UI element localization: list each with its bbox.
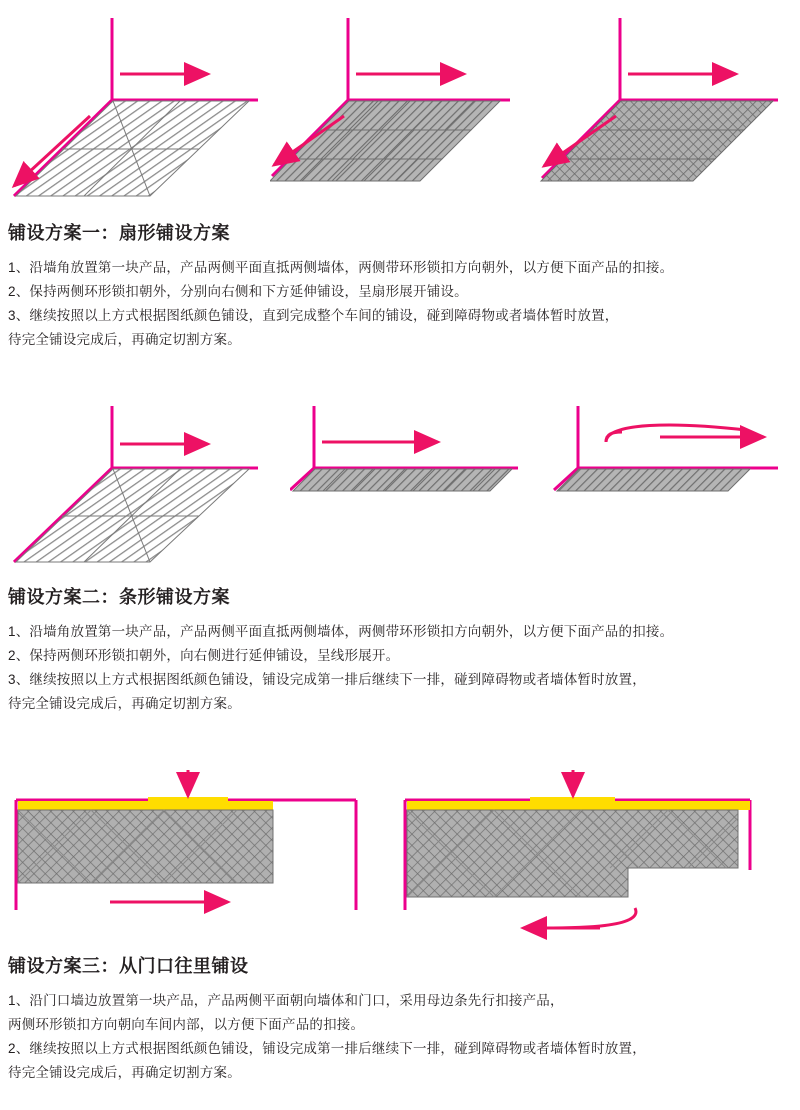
paragraph-2-2: 2、保持两侧环形锁扣朝外，向右侧进行延伸铺设，呈线形展开。	[8, 648, 400, 664]
figure-fan-step-2	[270, 0, 535, 200]
paragraph-1-1: 1、沿墙角放置第一块产品，产品两侧平面直抵两侧墙体，两侧带环形锁扣方向朝外，以方便下面产品的扣接。	[8, 260, 674, 276]
heading-plan-2: 铺设方案二：条形铺设方案	[8, 587, 230, 607]
paragraph-1-4: 待完全铺设完成后，再确定切割方案。	[8, 331, 241, 347]
figure-row-plan-3	[0, 760, 800, 940]
paragraph-3-2: 两侧环形锁扣方向朝向车间内部，以方便下面产品的扣接。	[8, 1017, 365, 1033]
figure-strip-step-1	[0, 390, 275, 565]
figure-door-step-1	[0, 760, 375, 940]
text-block-plan-3	[0, 955, 800, 1086]
paragraph-3-3: 2、继续按照以上方式根据图纸颜色铺设，铺设完成第一排后继续下一排，碰到障碍物或者墙体暂时放置，	[8, 1041, 646, 1057]
paragraph-1-2: 2、保持两侧环形锁扣朝外，分别向右侧和下方延伸铺设，呈扇形展开铺设。	[8, 284, 468, 300]
paragraph-2-3: 3、继续按照以上方式根据图纸颜色铺设，铺设完成第一排后继续下一排，碰到障碍物或者墙体暂时放置，	[8, 672, 646, 688]
section-plan-2	[0, 390, 800, 711]
figure-strip-step-3	[540, 390, 800, 565]
paragraph-2-1: 1、沿墙角放置第一块产品，产品两侧平面直抵两侧墙体，两侧带环形锁扣方向朝外，以方便下面产品的扣接。	[8, 624, 674, 640]
paragraph-2-4: 待完全铺设完成后，再确定切割方案。	[8, 695, 241, 711]
paragraph-1-3: 3、继续按照以上方式根据图纸颜色铺设，直到完成整个车间的铺设，碰到障碍物或者墙体暂时放置，	[8, 308, 619, 324]
section-plan-3	[0, 760, 800, 1080]
figure-row-plan-1	[0, 0, 800, 200]
section-plan-1	[0, 0, 800, 347]
paragraph-3-1: 1、沿门口墙边放置第一块产品，产品两侧平面朝向墙体和门口，采用母边条先行扣接产品，	[8, 993, 564, 1009]
figure-fan-step-1	[0, 0, 275, 200]
figure-row-plan-2	[0, 390, 800, 565]
figure-fan-step-3	[530, 0, 800, 200]
figure-door-step-2	[395, 760, 770, 940]
heading-plan-1: 铺设方案一：扇形铺设方案	[8, 223, 230, 243]
heading-plan-3: 铺设方案三：从门口往里铺设	[8, 956, 249, 976]
paragraph-3-4: 待完全铺设完成后，再确定切割方案。	[8, 1064, 241, 1080]
text-block-plan-2	[0, 586, 800, 717]
figure-strip-step-2	[290, 390, 540, 565]
text-block-plan-1	[0, 222, 800, 353]
